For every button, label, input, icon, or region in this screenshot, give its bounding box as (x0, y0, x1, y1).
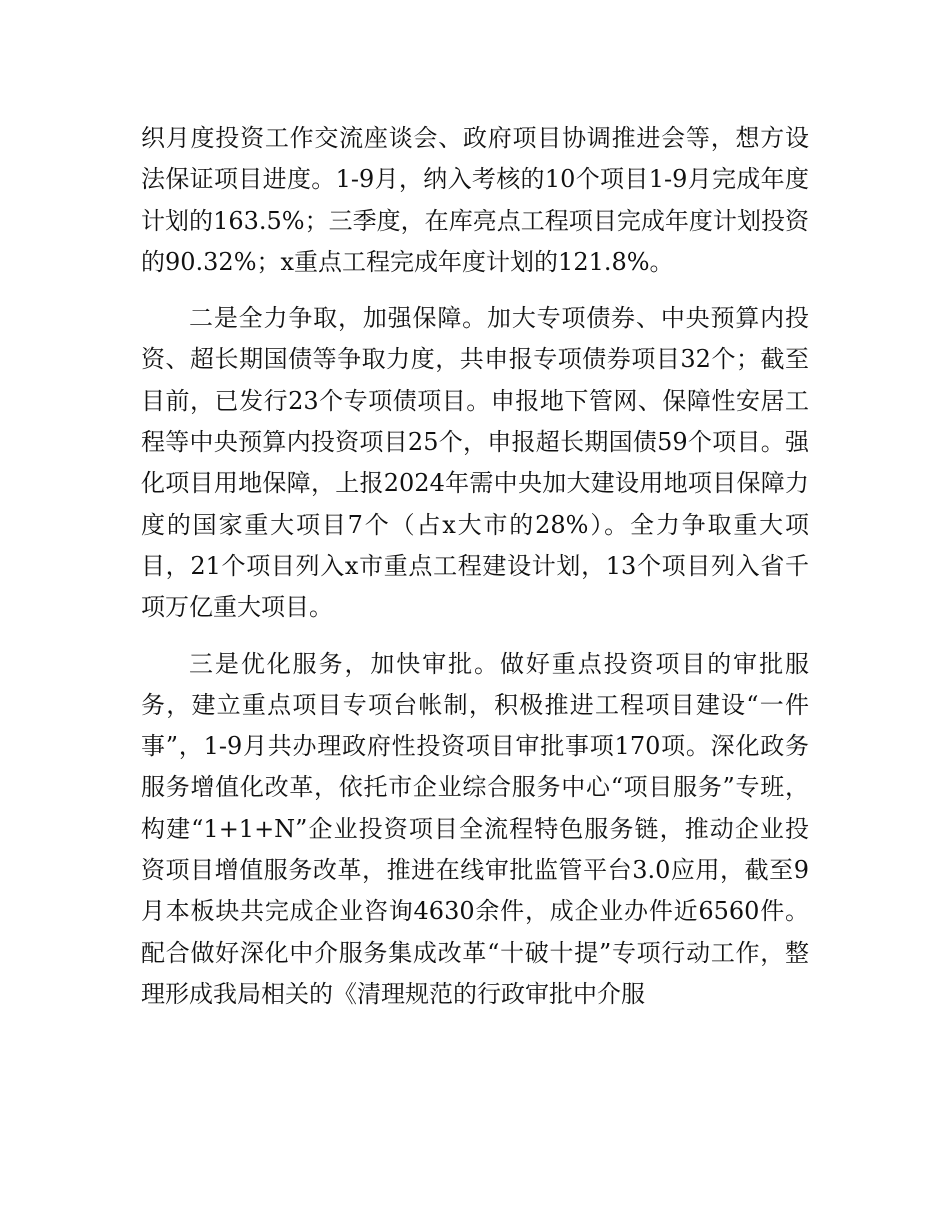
document-body (141, 118, 809, 1015)
paragraph-section-two: 二是全力争取，加强保障。加大专项债券、中央预算内投资、超长期国债等争取力度，共申报专项债券项目32个；截至目前，已发行23个专项债项目。申报地下管网、保障性安居工程等中央预算内投资项目25个，申报超长期国债59个项目。强化项目用地保障，上报2024年需中央加大建设用地项目保障力度的国家重大项目7个（占x大市的28%）。全力争取重大项目，21个项目列入x市重点工程建设计划，13个项目列入省千项万亿重大项目。 (141, 304, 809, 622)
paragraph-section-three: 三是优化服务，加快审批。做好重点投资项目的审批服务，建立重点项目专项台帐制，积极推进工程项目建设“一件事”，1-9月共办理政府性投资项目审批事项170项。深化政务服务增值化改革，依托市企业综合服务中心“项目服务”专班，构建“1+1+N”企业投资项目全流程特色服务链，推动企业投资项目增值服务改革，推进在线审批监管平台3.0应用，截至9月本板块共完成企业咨询4630余件，成企业办件近6560件。配合做好深化中介服务集成改革“十破十提”专项行动工作，整理形成我局相关的《清理规范的行政审批中介服 (141, 649, 809, 1008)
paragraph-continuation: 织月度投资工作交流座谈会、政府项目协调推进会等，想方设法保证项目进度。1-9月，纳入考核的10个项目1-9月完成年度计划的163.5%；三季度，在库亮点工程项目完成年度计划投资的90.32%；x重点工程完成年度计划的121.8%。 (141, 124, 809, 276)
